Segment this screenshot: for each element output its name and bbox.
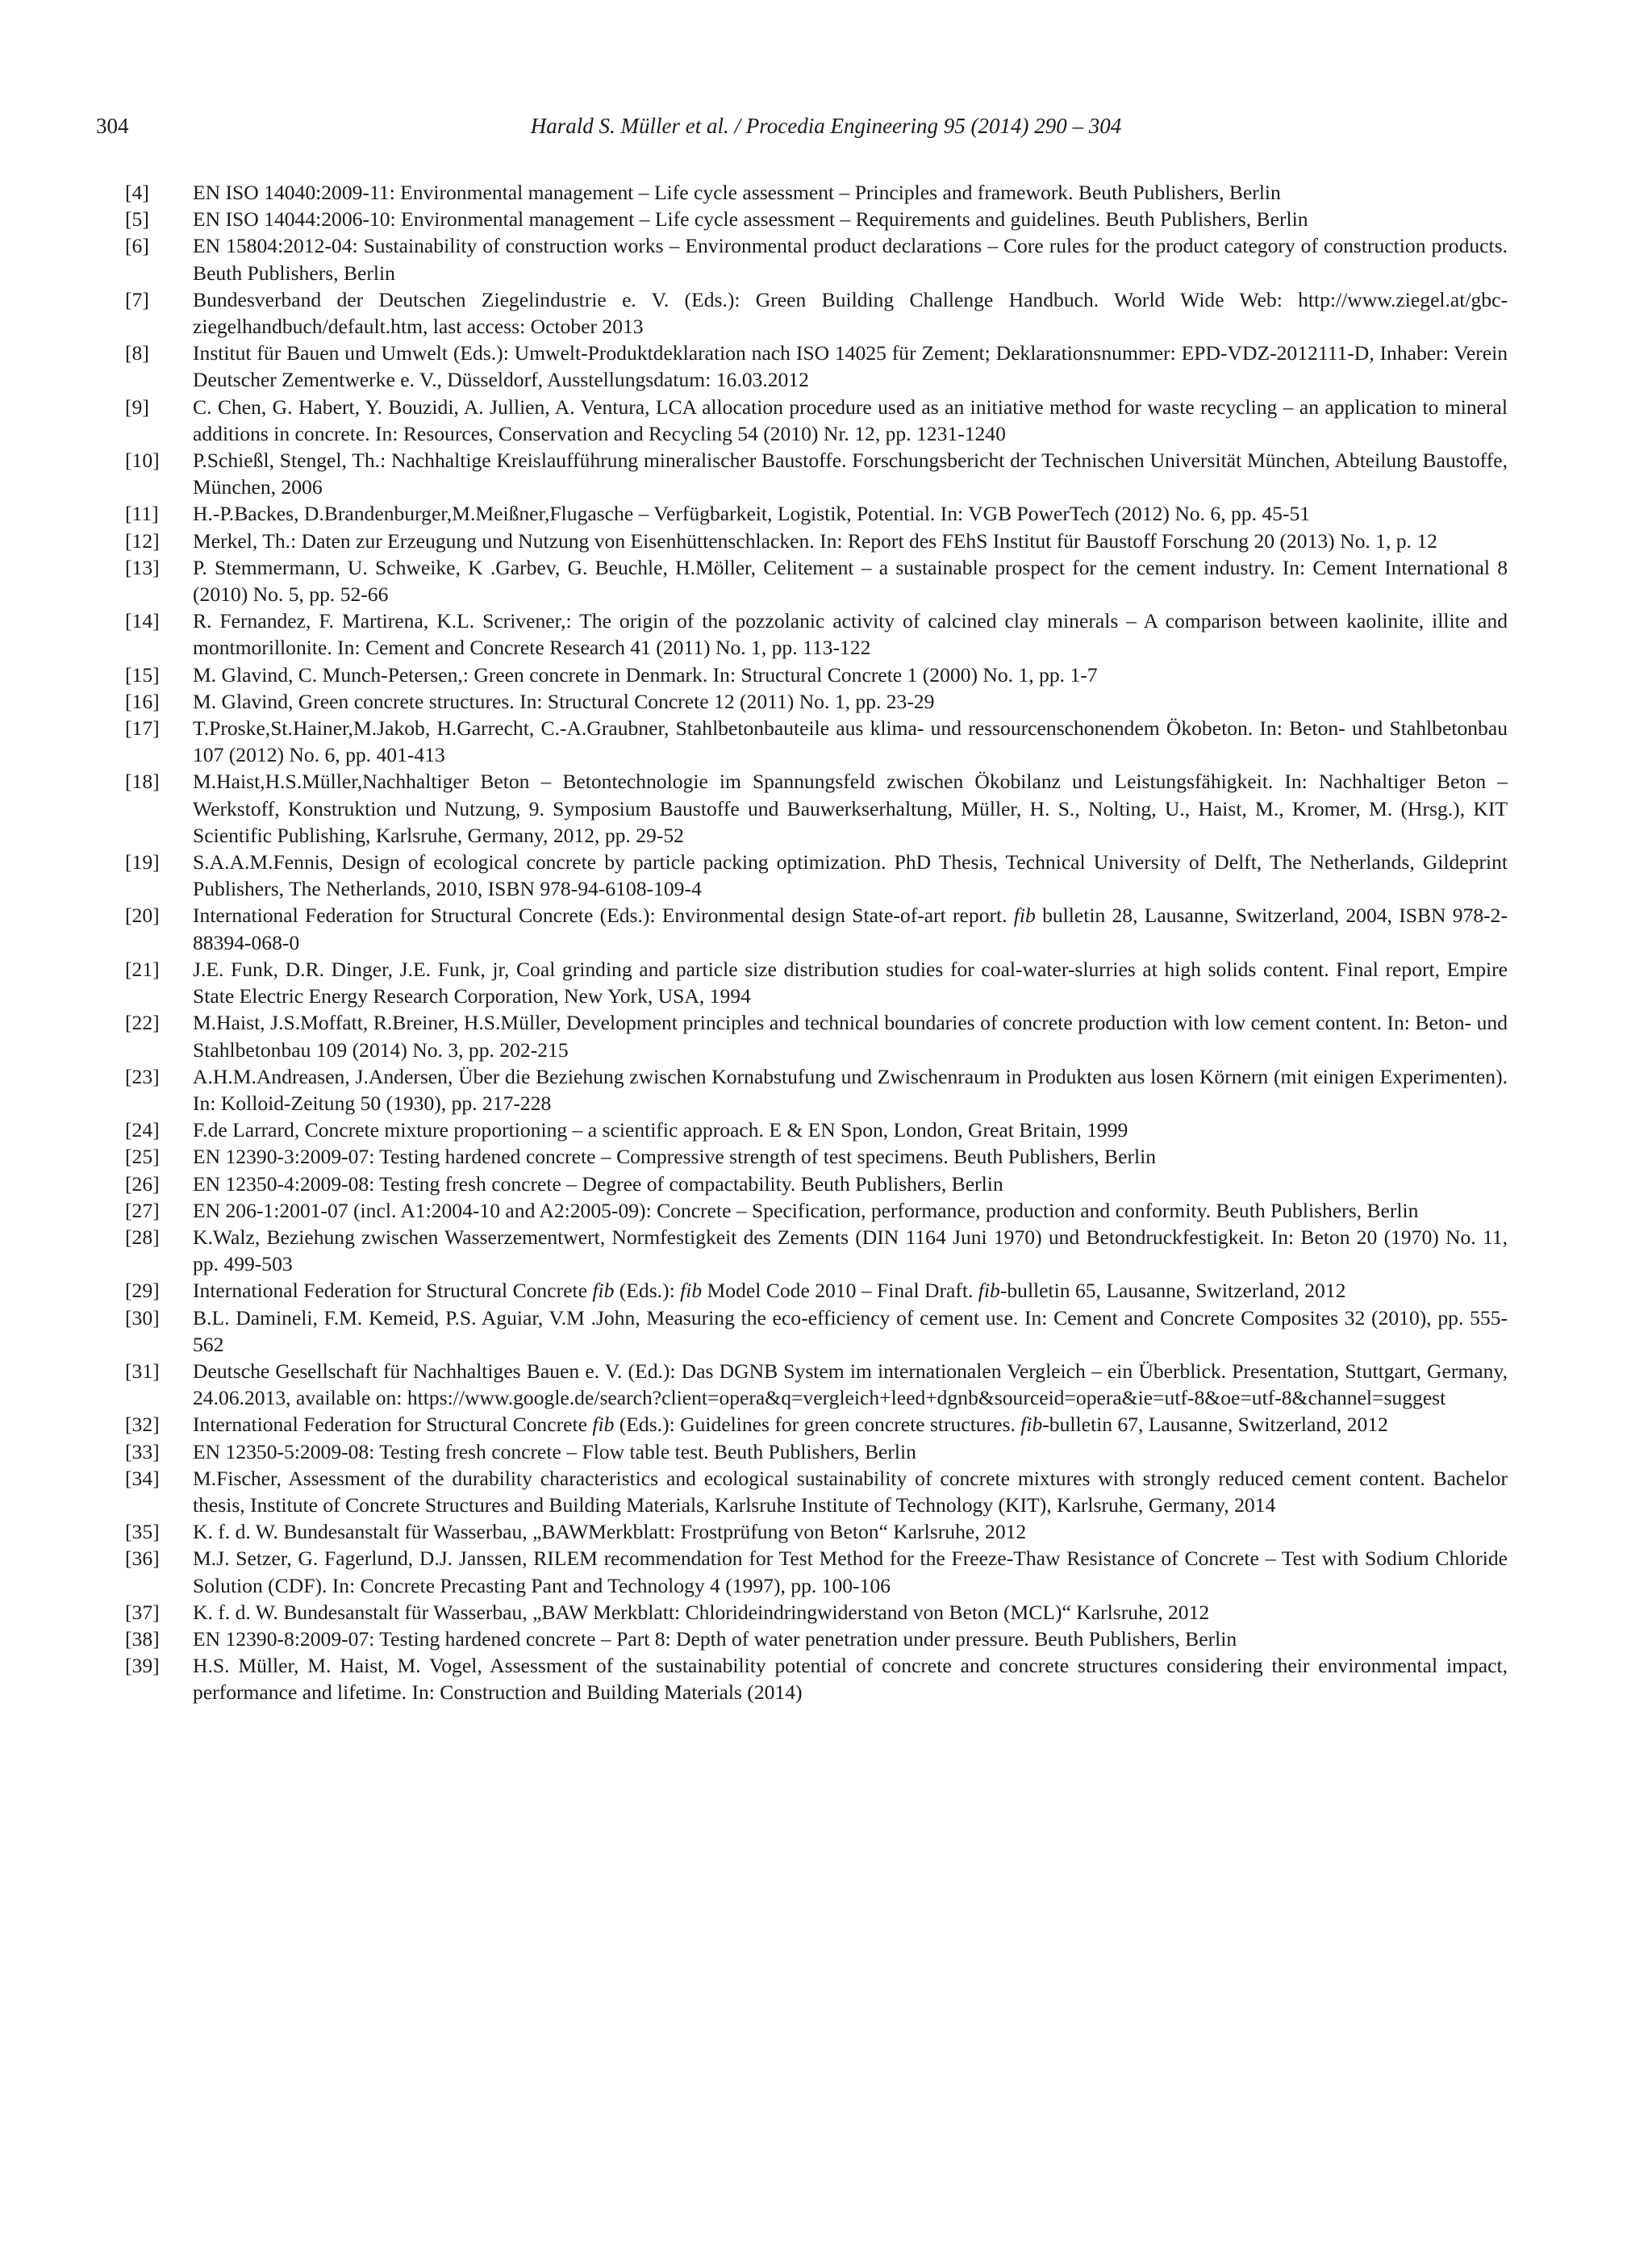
reference-number: [19] <box>125 850 160 874</box>
reference-text: H.S. Müller, M. Haist, M. Vogel, Assessment of the sustainability potential of concrete and concrete structures considering their environmental impact, performance and lifetime. In: Construction and Building Materials (2014) <box>193 1654 1508 1705</box>
reference-item <box>125 232 1508 286</box>
reference-item <box>125 1518 1508 1545</box>
reference-text: EN 206-1:2001-07 (incl. A1:2004-10 and A2:2005-09): Concrete – Specification, performance, production and conformity. Beuth Publishers, Berlin <box>193 1198 1419 1222</box>
reference-text: T.Proske,St.Hainer,M.Jakob, H.Garrecht, C.-A.Graubner, Stahlbetonbauteile aus klima- und ressourcenschonendem Ökobeton. In: Beton- und Stahlbetonbau 107 (2012) No. 6, pp. 401-413 <box>193 716 1508 767</box>
reference-number: [8] <box>125 341 149 365</box>
reference-text: EN 12390-8:2009-07: Testing hardened concrete – Part 8: Depth of water penetration under pressure. Beuth Publishers, Berlin <box>193 1626 1237 1651</box>
reference-text: International Federation for Structural Concrete (Eds.): Environmental design State-of-art report. fib bulletin 28, Lausanne, Switzerland, 2004, ISBN 978-2-88394-068-0 <box>193 904 1508 954</box>
reference-item <box>125 956 1508 1009</box>
reference-text: M. Glavind, C. Munch-Petersen,: Green concrete in Denmark. In: Structural Concrete 1 (2000) No. 1, pp. 1-7 <box>193 662 1098 687</box>
reference-number: [5] <box>125 207 149 232</box>
reference-item <box>125 1411 1508 1438</box>
reference-text: M. Glavind, Green concrete structures. In: Structural Concrete 12 (2011) No. 1, pp. 23-29 <box>193 689 935 713</box>
reference-number: [18] <box>125 770 160 794</box>
reference-item <box>125 768 1508 849</box>
reference-item <box>125 849 1508 902</box>
reference-item <box>125 1009 1508 1062</box>
reference-item <box>125 607 1508 661</box>
reference-text: H.-P.Backes, D.Brandenburger,M.Meißner,Flugasche – Verfügbarkeit, Logistik, Potential. In: VGB PowerTech (2012) No. 6, pp. 45-51 <box>193 502 1311 526</box>
reference-number: [37] <box>125 1600 160 1624</box>
reference-text: EN 15804:2012-04: Sustainability of construction works – Environmental product declarations – Core rules for the product category of construction products. Beuth Publishers, Berlin <box>193 234 1508 285</box>
reference-number: [16] <box>125 689 160 713</box>
reference-number: [13] <box>125 555 160 579</box>
reference-number: [33] <box>125 1439 160 1463</box>
reference-item <box>125 179 1508 206</box>
reference-number: [26] <box>125 1171 160 1196</box>
reference-number: [25] <box>125 1145 160 1169</box>
reference-text: K.Walz, Beziehung zwischen Wasserzementwert, Normfestigkeit des Zements (DIN 1164 Juni 1970) und Betondruckfestigkeit. In: Beton 20 (1970) No. 11, pp. 499-503 <box>193 1225 1508 1276</box>
reference-number: [31] <box>125 1359 160 1383</box>
reference-text: R. Fernandez, F. Martirena, K.L. Scrivener,: The origin of the pozzolanic activity of calcined clay minerals – A comparison between kaolinite, illite and montmorillonite. In: Cement and Concrete Research 41 (2011) No. 1, pp. 113-122 <box>193 609 1508 660</box>
reference-item <box>125 1358 1508 1411</box>
reference-text: Deutsche Gesellschaft für Nachhaltiges Bauen e. V. (Ed.): Das DGNB System im internationalen Vergleich – ein Überblick. Presentation, Stuttgart, Germany, 24.06.2013, available on: https://www.google.de/search?client=opera&q=vergleich+leed+dgnb&sourceid=opera&ie=utf-8&oe=utf-8&channel=suggest <box>193 1359 1508 1410</box>
reference-text: M.Fischer, Assessment of the durability characteristics and ecological sustainability of concrete mixtures with strongly reduced cement content. Bachelor thesis, Institute of Concrete Structures and Building Materials, Karlsruhe Institute of Technology (KIT), Karlsruhe, Germany, 2014 <box>193 1466 1508 1517</box>
reference-text: EN 12350-5:2009-08: Testing fresh concrete – Flow table test. Beuth Publishers, Berlin <box>193 1439 916 1463</box>
reference-text: P. Stemmermann, U. Schweike, K .Garbev, G. Beuchle, H.Möller, Celitement – a sustainable prospect for the cement industry. In: Cement International 8 (2010) No. 5, pp. 52-66 <box>193 555 1508 607</box>
reference-item <box>125 286 1508 340</box>
reference-number: [21] <box>125 957 160 981</box>
reference-number: [22] <box>125 1011 160 1035</box>
reference-number: [20] <box>125 904 160 928</box>
reference-number: [34] <box>125 1466 160 1490</box>
reference-item <box>125 1545 1508 1598</box>
reference-item <box>125 206 1508 232</box>
reference-text: F.de Larrard, Concrete mixture proportioning – a scientific approach. E & EN Spon, London, Great Britain, 1999 <box>193 1118 1128 1142</box>
reference-text: EN 12350-4:2009-08: Testing fresh concrete – Degree of compactability. Beuth Publishers, Berlin <box>193 1171 1003 1196</box>
reference-text: EN ISO 14040:2009-11: Environmental management – Life cycle assessment – Principles and framework. Beuth Publishers, Berlin <box>193 181 1281 204</box>
reference-item <box>125 554 1508 607</box>
reference-list <box>125 179 1508 1706</box>
reference-item <box>125 1465 1508 1518</box>
reference-item <box>125 1304 1508 1358</box>
reference-text: P.Schießl, Stengel, Th.: Nachhaltige Kreislaufführung mineralischer Baustoffe. Forschungsbericht der Technischen Universität München, Abteilung Baustoffe, München, 2006 <box>193 449 1508 499</box>
reference-text: EN ISO 14044:2006-10: Environmental management – Life cycle assessment – Requirements and guidelines. Beuth Publishers, Berlin <box>193 207 1308 232</box>
reference-item <box>125 688 1508 715</box>
reference-number: [32] <box>125 1413 160 1437</box>
reference-text: Institut für Bauen und Umwelt (Eds.): Umwelt-Produktdeklaration nach ISO 14025 für Zement; Deklarationsnummer: EPD-VDZ-2012111-D, Inhaber: Verein Deutscher Zementwerke e. V., Düsseldorf, Ausstellungsdatum: 16.03.2012 <box>193 341 1508 392</box>
running-head: Harald S. Müller et al. / Procedia Engineering 95 (2014) 290 – 304 <box>530 114 1122 138</box>
reference-item <box>125 1438 1508 1465</box>
reference-number: [12] <box>125 528 160 553</box>
reference-item <box>125 1143 1508 1170</box>
reference-number: [36] <box>125 1546 160 1571</box>
reference-number: [6] <box>125 234 149 258</box>
reference-item <box>125 715 1508 768</box>
reference-number: [11] <box>125 502 159 526</box>
reference-text: Bundesverband der Deutschen Ziegelindustrie e. V. (Eds.): Green Building Challenge Handbuch. World Wide Web: http://www.ziegel.at/gbc-ziegelhandbuch/default.htm, last access: October 2013 <box>193 287 1508 339</box>
reference-item <box>125 1224 1508 1277</box>
reference-text: International Federation for Structural Concrete fib (Eds.): fib Model Code 2010 – Final Draft. fib-bulletin 65, Lausanne, Switzerland, 2012 <box>193 1279 1346 1303</box>
reference-number: [24] <box>125 1118 160 1142</box>
reference-number: [39] <box>125 1654 160 1678</box>
reference-text: C. Chen, G. Habert, Y. Bouzidi, A. Jullien, A. Ventura, LCA allocation procedure used as an initiative method for waste recycling – an application to mineral additions in concrete. In: Resources, Conservation and Recycling 54 (2010) Nr. 12, pp. 1231-1240 <box>193 394 1508 445</box>
reference-number: [28] <box>125 1225 160 1249</box>
reference-number: [14] <box>125 609 160 633</box>
reference-number: [35] <box>125 1520 160 1544</box>
reference-item <box>125 1652 1508 1705</box>
reference-number: [17] <box>125 716 160 741</box>
reference-number: [38] <box>125 1626 160 1651</box>
reference-item <box>125 500 1508 527</box>
reference-text: B.L. Damineli, F.M. Kemeid, P.S. Aguiar, V.M .John, Measuring the eco-efficiency of cement use. In: Cement and Concrete Composites 32 (2010), pp. 555-562 <box>193 1305 1508 1356</box>
reference-item <box>125 394 1508 447</box>
reference-item <box>125 902 1508 955</box>
reference-number: [23] <box>125 1064 160 1088</box>
reference-item <box>125 1117 1508 1143</box>
reference-item <box>125 1197 1508 1224</box>
page-number: 304 <box>96 114 129 138</box>
reference-text: J.E. Funk, D.R. Dinger, J.E. Funk, jr, Coal grinding and particle size distribution studies for coal-water-slurries at high solids content. Final report, Empire State Electric Energy Research Corporation, New York, USA, 1994 <box>193 957 1508 1008</box>
reference-item <box>125 1626 1508 1652</box>
reference-item <box>125 1171 1508 1197</box>
reference-item <box>125 1277 1508 1304</box>
reference-number: [7] <box>125 287 149 311</box>
reference-text: S.A.A.M.Fennis, Design of ecological concrete by particle packing optimization. PhD Thesis, Technical University of Delft, The Netherlands, Gildeprint Publishers, The Netherlands, 2010, ISBN 978-94-6108-109-4 <box>193 850 1508 901</box>
reference-text: K. f. d. W. Bundesanstalt für Wasserbau, „BAW Merkblatt: Chlorideindringwiderstand von Beton (MCL)“ Karlsruhe, 2012 <box>193 1600 1210 1624</box>
reference-number: [9] <box>125 394 149 419</box>
reference-text: M.Haist,H.S.Müller,Nachhaltiger Beton – Betontechnologie im Spannungsfeld zwischen Ökobilanz und Leistungsfähigkeit. In: Nachhaltiger Beton – Werkstoff, Konstruktion und Nutzung, 9. Symposium Baustoffe und Bauwerkserhaltung, Müller, H. S., Nolting, U., Haist, M., Kromer, M. (Hrsg.), KIT Scientific Publishing, Karlsruhe, Germany, 2012, pp. 29-52 <box>193 770 1508 847</box>
reference-text: EN 12390-3:2009-07: Testing hardened concrete – Compressive strength of test specimens. Beuth Publishers, Berlin <box>193 1145 1157 1169</box>
reference-number: [27] <box>125 1198 160 1222</box>
reference-item <box>125 1063 1508 1117</box>
reference-number: [15] <box>125 662 160 687</box>
reference-text: M.Haist, J.S.Moffatt, R.Breiner, H.S.Müller, Development principles and technical boundaries of concrete production with low cement content. In: Beton- und Stahlbetonbau 109 (2014) No. 3, pp. 202-215 <box>193 1011 1508 1062</box>
reference-text: K. f. d. W. Bundesanstalt für Wasserbau, „BAWMerkblatt: Frostprüfung von Beton“ Karlsruhe, 2012 <box>193 1520 1027 1544</box>
reference-number: [10] <box>125 449 160 473</box>
reference-number: [29] <box>125 1279 160 1303</box>
reference-text: International Federation for Structural Concrete fib (Eds.): Guidelines for green concrete structures. fib-bulletin 67, Lausanne, Switzerland, 2012 <box>193 1413 1388 1437</box>
reference-text: A.H.M.Andreasen, J.Andersen, Über die Beziehung zwischen Kornabstufung und Zwischenraum in Produkten aus losen Körnern (mit einigen Experimenten). In: Kolloid-Zeitung 50 (1930), pp. 217-228 <box>193 1064 1508 1115</box>
reference-number: [30] <box>125 1305 160 1329</box>
reference-item <box>125 528 1508 554</box>
reference-text: Merkel, Th.: Daten zur Erzeugung und Nutzung von Eisenhüttenschlacken. In: Report des FEhS Institut für Baustoff Forschung 20 (2013) No. 1, p. 12 <box>193 528 1437 553</box>
reference-item <box>125 340 1508 393</box>
reference-item <box>125 1599 1508 1626</box>
reference-item <box>125 662 1508 688</box>
reference-text: M.J. Setzer, G. Fagerlund, D.J. Janssen, RILEM recommendation for Test Method for the Freeze-Thaw Resistance of Concrete – Test with Sodium Chloride Solution (CDF). In: Concrete Precasting Pant and Technology 4 (1997), pp. 100-106 <box>193 1546 1508 1597</box>
reference-number: [4] <box>125 181 149 204</box>
reference-item <box>125 447 1508 500</box>
